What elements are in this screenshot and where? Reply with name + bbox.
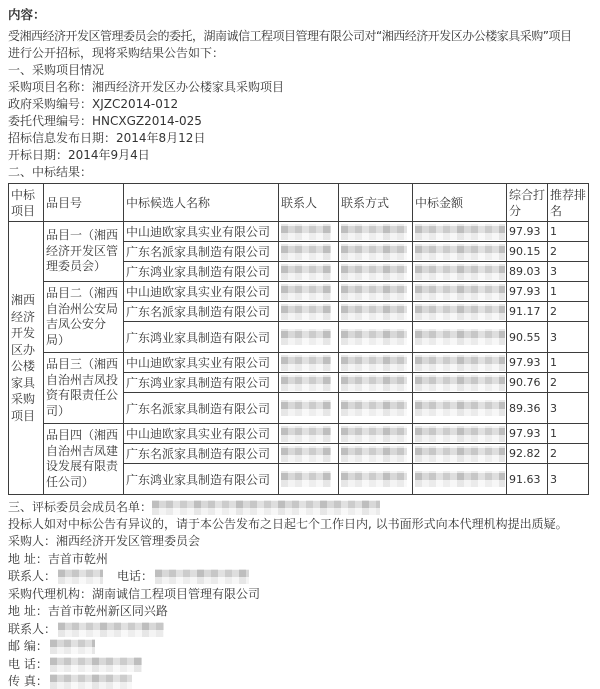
objection-notice: 投标人如对中标公告有异议的，请于本公告发布之日起七个工作日内, 以书面形式向本代理机构提出质疑。 (8, 517, 568, 531)
award-amount-redacted (415, 446, 505, 462)
rank-cell: 1 (548, 424, 589, 444)
footer-line-agency-phone (8, 656, 592, 674)
contact-redacted (281, 224, 331, 240)
field-line: 委托代理编号：HNCXGZ2014-025 (8, 114, 202, 128)
score-cell: 97.93 (507, 424, 548, 444)
contact-redacted-cell (279, 222, 339, 242)
footer-text: 联系人： (8, 621, 57, 636)
score-cell: 90.15 (507, 242, 548, 262)
footer-text: 电 话： (8, 656, 48, 671)
footer-line-purchaser-address (8, 551, 592, 569)
project-info-fields (8, 79, 592, 164)
rank-cell: 2 (548, 302, 589, 322)
award-amount-redacted-cell (413, 262, 507, 282)
award-amount-redacted-cell (413, 393, 507, 424)
contact-redacted-cell (279, 464, 339, 495)
score-cell: 97.93 (507, 222, 548, 242)
header-col-score: 综合打分 (507, 184, 548, 222)
footer-line-agency-zip (8, 638, 592, 656)
intro-line-1: 受湘西经济开发区管理委员会的委托，湖南诚信工程项目管理有限公司对“湘西经济开发区办公楼家具采购”项目 (8, 29, 572, 43)
footer-text: 地 址：吉首市乾州新区同兴路 (8, 604, 168, 618)
footer-text: 联系人： (8, 569, 57, 583)
award-amount-redacted-cell (413, 222, 507, 242)
candidate-name-cell: 广东名派家具制造有限公司 (124, 242, 279, 262)
contact-method-redacted (341, 426, 407, 442)
rank-cell: 1 (548, 222, 589, 242)
contact-method-redacted-cell (339, 262, 413, 282)
footer-line-agency (8, 586, 592, 604)
result-row (9, 353, 589, 373)
header-col-contact-method: 联系方式 (339, 184, 413, 222)
section-1-title: 一、采购项目情况 (8, 63, 105, 77)
candidate-name-cell: 广东名派家具制造有限公司 (124, 444, 279, 464)
contact-redacted (281, 471, 331, 487)
award-amount-redacted (415, 426, 505, 442)
header-col-project: 中标项目 (9, 184, 44, 222)
contact-method-redacted-cell (339, 282, 413, 302)
footer-line-purchaser (8, 533, 592, 551)
award-amount-redacted-cell (413, 242, 507, 262)
item-number-cell: 品目一（湘西经济开发区管理委员会） (44, 222, 124, 282)
candidate-name-cell: 中山迪欧家具实业有限公司 (124, 424, 279, 444)
header-col-item-no: 品目号 (44, 184, 124, 222)
candidate-name-cell: 广东鸿业家具制造有限公司 (124, 322, 279, 353)
rank-cell: 2 (548, 444, 589, 464)
item-number-cell: 品目四（湘西自治州吉凤建设发展有限责任公司） (44, 424, 124, 495)
contact-redacted (281, 375, 331, 391)
contact-redacted (281, 355, 331, 371)
rank-cell: 3 (548, 464, 589, 495)
purchaser-contact-redacted (155, 569, 249, 584)
contact-method-redacted (341, 329, 407, 345)
rank-cell: 2 (548, 373, 589, 393)
award-amount-redacted (415, 400, 505, 416)
contact-method-redacted-cell (339, 393, 413, 424)
award-amount-redacted-cell (413, 302, 507, 322)
result-row (9, 222, 589, 242)
contact-method-redacted (341, 264, 407, 280)
section-3-line (8, 499, 592, 516)
footer-text: 采购人：湘西经济开发区管理委员会 (8, 534, 201, 548)
candidate-name-cell: 广东鸿业家具制造有限公司 (124, 373, 279, 393)
award-amount-redacted (415, 375, 505, 391)
award-amount-redacted (415, 304, 505, 320)
contact-redacted-cell (279, 322, 339, 353)
result-row (9, 282, 589, 302)
agency-contact-redacted (58, 622, 164, 637)
award-amount-redacted-cell (413, 424, 507, 444)
award-amount-redacted (415, 224, 505, 240)
score-cell: 97.93 (507, 282, 548, 302)
candidate-name-cell: 广东鸿业家具制造有限公司 (124, 262, 279, 282)
rank-cell: 3 (548, 262, 589, 282)
intro-line-2: 进行公开招标，现将采购结果公告如下： (8, 46, 225, 60)
contact-redacted (281, 400, 331, 416)
contact-method-redacted-cell (339, 464, 413, 495)
header-col-candidate-name: 中标候选人名称 (124, 184, 279, 222)
contact-redacted (281, 244, 331, 260)
footer-line-agency-address (8, 603, 592, 621)
footer-text: 传 真： (8, 674, 48, 688)
award-amount-redacted (415, 264, 505, 280)
agency-fax-redacted (50, 674, 132, 689)
contact-redacted-cell (279, 262, 339, 282)
candidate-name-cell: 中山迪欧家具实业有限公司 (124, 353, 279, 373)
award-amount-redacted-cell (413, 464, 507, 495)
footer-line-agency-fax (8, 673, 592, 689)
award-amount-redacted (415, 284, 505, 300)
footer-line-purchaser-contact (8, 568, 592, 586)
footer-line-agency-contact (8, 621, 592, 639)
contact-method-redacted-cell (339, 353, 413, 373)
award-amount-redacted-cell (413, 322, 507, 353)
item-number-cell: 品目三（湘西自治州吉凤投资有限责任公司） (44, 353, 124, 424)
contact-redacted (281, 304, 331, 320)
score-cell: 89.03 (507, 262, 548, 282)
contact-method-redacted-cell (339, 242, 413, 262)
header-col-rank: 推荐排名 (548, 184, 589, 222)
contact-redacted (281, 426, 331, 442)
award-amount-redacted-cell (413, 353, 507, 373)
rank-cell: 1 (548, 282, 589, 302)
contact-redacted (281, 264, 331, 280)
contact-method-redacted (341, 355, 407, 371)
award-amount-redacted (415, 471, 505, 487)
award-amount-redacted (415, 329, 505, 345)
project-name-cell: 湘西经济开发区办公楼家具采购项目 (9, 222, 44, 495)
committee-names-redacted (152, 500, 380, 515)
rank-cell: 1 (548, 353, 589, 373)
score-cell: 92.82 (507, 444, 548, 464)
header-col-contact: 联系人 (279, 184, 339, 222)
footer-text: 采购代理机构：湖南诚信工程项目管理有限公司 (8, 586, 261, 601)
candidate-name-cell: 中山迪欧家具实业有限公司 (124, 222, 279, 242)
score-cell: 91.17 (507, 302, 548, 322)
score-cell: 91.63 (507, 464, 548, 495)
contact-redacted-cell (279, 282, 339, 302)
contact-redacted (281, 284, 331, 300)
contact-redacted (281, 446, 331, 462)
contact-redacted-cell (279, 302, 339, 322)
contact-method-redacted (341, 400, 407, 416)
award-amount-redacted-cell (413, 373, 507, 393)
bid-results-table (8, 183, 589, 495)
score-cell: 90.55 (507, 322, 548, 353)
rank-cell: 3 (548, 322, 589, 353)
header-col-award-amount: 中标金额 (413, 184, 507, 222)
content-label: 内容： (8, 7, 46, 22)
section-3-title: 三、评标委员会成员名单： (8, 500, 153, 514)
award-amount-redacted (415, 244, 505, 260)
contact-method-redacted-cell (339, 322, 413, 353)
field-line: 开标日期：2014年9月4日 (8, 148, 150, 162)
contact-method-redacted (341, 244, 407, 260)
score-cell: 90.76 (507, 373, 548, 393)
rank-cell: 3 (548, 393, 589, 424)
contact-redacted-cell (279, 373, 339, 393)
contact-redacted-cell (279, 444, 339, 464)
footer-text: 邮 编： (8, 639, 48, 653)
contact-redacted (281, 329, 331, 345)
contact-redacted-cell (279, 424, 339, 444)
contact-redacted-cell (279, 393, 339, 424)
candidate-name-cell: 广东名派家具制造有限公司 (124, 302, 279, 322)
award-amount-redacted-cell (413, 444, 507, 464)
score-cell: 89.36 (507, 393, 548, 424)
contact-method-redacted (341, 375, 407, 391)
item-number-cell: 品目二（湘西自治州公安局吉凤公安分局） (44, 282, 124, 353)
contact-info-block (8, 533, 592, 689)
contact-method-redacted-cell (339, 222, 413, 242)
contact-method-redacted (341, 446, 407, 462)
score-cell: 97.93 (507, 353, 548, 373)
table-header-row (9, 184, 589, 222)
result-row (9, 424, 589, 444)
footer-text: 地 址：吉首市乾州 (8, 551, 108, 566)
footer-text: 电话： (105, 569, 154, 583)
contact-redacted-cell (279, 353, 339, 373)
contact-method-redacted (341, 224, 407, 240)
agency-phone-redacted (50, 657, 142, 672)
contact-method-redacted-cell (339, 444, 413, 464)
purchaser-contact-redacted (58, 569, 103, 584)
contact-method-redacted (341, 304, 407, 320)
contact-method-redacted-cell (339, 424, 413, 444)
field-line: 招标信息发布日期：2014年8月12日 (8, 131, 206, 145)
award-amount-redacted (415, 355, 505, 371)
candidate-name-cell: 中山迪欧家具实业有限公司 (124, 282, 279, 302)
candidate-name-cell: 广东鸿业家具制造有限公司 (124, 464, 279, 495)
award-amount-redacted-cell (413, 282, 507, 302)
candidate-name-cell: 广东名派家具制造有限公司 (124, 393, 279, 424)
contact-redacted-cell (279, 242, 339, 262)
agency-zip-redacted (50, 639, 95, 654)
field-line: 采购项目名称：湘西经济开发区办公楼家具采购项目 (8, 80, 285, 94)
contact-method-redacted-cell (339, 373, 413, 393)
field-line: 政府采购编号：XJZC2014-012 (8, 97, 179, 111)
rank-cell: 2 (548, 242, 589, 262)
contact-method-redacted (341, 284, 407, 300)
contact-method-redacted (341, 471, 407, 487)
contact-method-redacted-cell (339, 302, 413, 322)
section-2-title: 二、中标结果： (8, 165, 93, 179)
